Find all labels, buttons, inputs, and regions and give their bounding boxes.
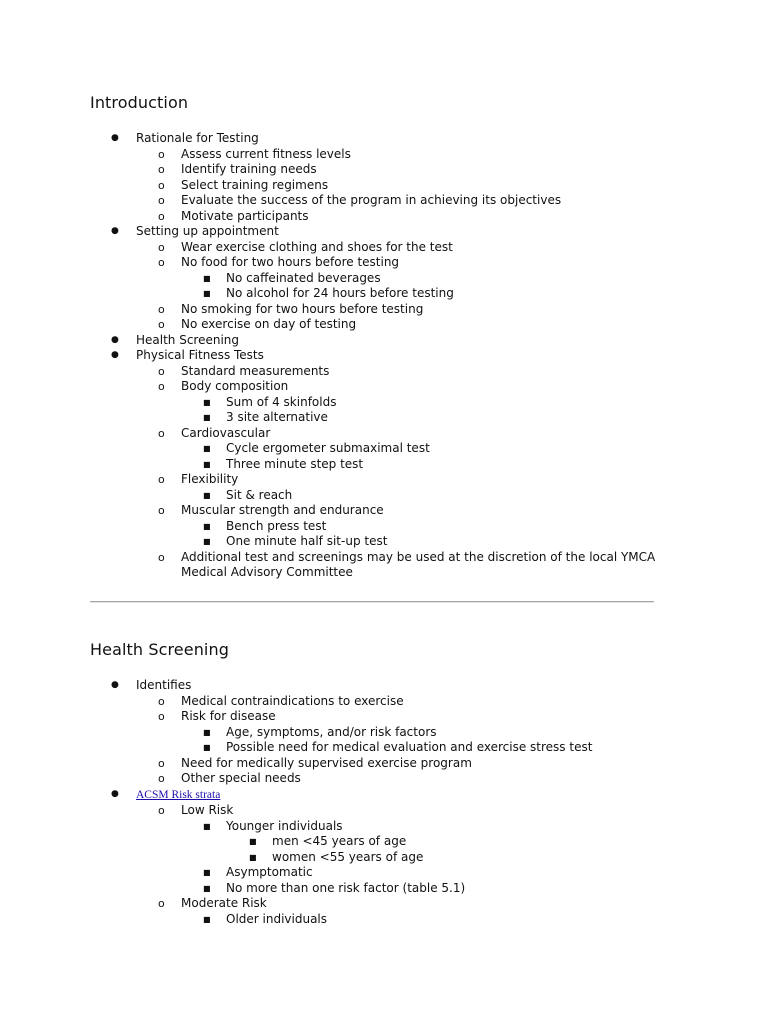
bullet-icon: o (158, 194, 165, 207)
introduction-outline (0, 131, 768, 581)
list-item (0, 472, 768, 488)
bullet-icon: o (158, 473, 165, 486)
list-item-text: Rationale for Testing (136, 131, 259, 145)
bullet-icon: ● (111, 788, 119, 799)
list-item (0, 286, 768, 302)
bullet-icon: o (158, 804, 165, 817)
health-screening-heading: Health Screening (90, 640, 229, 659)
list-item (0, 912, 768, 928)
list-item (0, 317, 768, 333)
list-item-text: Older individuals (226, 911, 328, 926)
list-item (0, 441, 768, 457)
list-item (0, 896, 768, 912)
list-item (0, 271, 768, 287)
bullet-icon: ■ (203, 914, 211, 924)
introduction-heading: Introduction (90, 93, 189, 112)
list-item (0, 819, 768, 835)
list-item-text: Moderate Risk (181, 896, 267, 910)
bullet-icon: ■ (203, 743, 211, 752)
list-item (0, 193, 768, 209)
list-item (0, 302, 768, 318)
list-item-text: Need for medically supervised exercise program (181, 755, 472, 770)
bullet-icon: ■ (203, 883, 211, 893)
bullet-icon: o (158, 380, 165, 393)
list-item (0, 709, 768, 725)
bullet-icon: o (158, 178, 165, 192)
list-item (0, 550, 671, 581)
bullet-icon: ■ (203, 413, 211, 422)
list-item (0, 756, 768, 772)
bullet-icon: ■ (203, 868, 211, 877)
acsm-risk-strata-link[interactable]: ACSM Risk strata (136, 788, 221, 801)
list-item (0, 178, 768, 194)
list-item (0, 803, 768, 819)
bullet-icon: o (158, 772, 165, 785)
bullet-icon: ■ (203, 537, 211, 546)
list-item-text: Identify training needs (181, 162, 317, 176)
list-item-text: men <45 years of age (272, 834, 407, 848)
list-item (0, 834, 768, 850)
list-item (0, 147, 768, 163)
list-item-text: No alcohol for 24 hours before testing (226, 286, 454, 300)
list-item-text: Bench press test (226, 518, 327, 533)
list-item (0, 162, 768, 178)
bullet-icon: ● (111, 350, 119, 360)
list-item (0, 694, 768, 710)
list-item-text: Body composition (181, 379, 289, 393)
bullet-icon: o (158, 710, 165, 723)
bullet-icon: ■ (203, 459, 211, 469)
list-item-text: No exercise on day of testing (181, 317, 357, 331)
list-item-text: 3 site alternative (226, 410, 328, 424)
list-item (0, 725, 768, 741)
list-item-text: Identifies (136, 678, 192, 692)
list-item-text: No smoking for two hours before testing (181, 301, 424, 316)
list-item-text: Low Risk (181, 803, 234, 817)
list-item-text: Sit & reach (226, 487, 293, 502)
list-item (0, 740, 768, 756)
list-item (0, 379, 768, 395)
bullet-icon: ■ (249, 837, 257, 846)
bullet-icon: o (158, 147, 165, 161)
list-item-text: Cardiovascular (181, 425, 271, 440)
list-item (0, 881, 768, 897)
list-item-text: Sum of 4 skinfolds (226, 394, 337, 409)
list-item (0, 364, 768, 380)
bullet-icon: ■ (203, 490, 211, 500)
list-item (0, 395, 768, 411)
health-screening-outline (0, 678, 768, 927)
bullet-icon: o (158, 364, 165, 378)
list-item (0, 488, 768, 504)
list-item-text: Health Screening (136, 332, 240, 347)
bullet-icon: ● (111, 334, 119, 345)
list-item-text: Evaluate the success of the program in achieving its objectives (181, 193, 562, 207)
list-item-text: Flexibility (181, 472, 239, 486)
list-item-text: Medical contraindications to exercise (181, 693, 404, 708)
bullet-icon: ■ (203, 289, 211, 298)
list-item (0, 209, 768, 225)
list-item (0, 534, 768, 550)
bullet-icon: o (158, 550, 165, 564)
list-item (0, 865, 768, 881)
bullet-icon: ■ (203, 727, 211, 737)
list-item-text: Risk for disease (181, 709, 276, 723)
list-item (0, 240, 768, 256)
bullet-icon: o (158, 426, 165, 440)
list-item-text: Possible need for medical evaluation and exercise stress test (226, 740, 593, 754)
list-item-text: Setting up appointment (136, 224, 279, 238)
list-item-text: Younger individuals (226, 818, 343, 833)
list-item-text: Asymptomatic (226, 865, 313, 879)
list-item-text: women <55 years of age (272, 849, 424, 864)
list-item-text: One minute half sit-up test (226, 534, 388, 548)
list-item-text: No food for two hours before testing (181, 255, 400, 269)
list-item-text: No more than one risk factor (table 5.1) (226, 880, 466, 895)
bullet-icon: ● (111, 680, 119, 690)
list-item (0, 333, 768, 349)
list-item-text: Wear exercise clothing and shoes for the test (181, 239, 453, 254)
bullet-icon: o (158, 694, 165, 708)
bullet-icon: ■ (203, 444, 211, 453)
bullet-icon: o (158, 240, 165, 254)
list-item (0, 131, 768, 147)
bullet-icon: ● (111, 226, 119, 236)
list-item-text: Age, symptoms, and/or risk factors (226, 724, 437, 739)
list-item (0, 678, 768, 694)
list-item-text: Three minute step test (226, 456, 364, 471)
bullet-icon: o (158, 897, 165, 910)
bullet-icon: ■ (203, 821, 211, 831)
list-item-text: No caffeinated beverages (226, 270, 381, 285)
list-item (0, 255, 768, 271)
bullet-icon: ■ (203, 397, 211, 407)
list-item (0, 348, 768, 364)
horizontal-divider (90, 601, 654, 603)
list-item-text: Other special needs (181, 771, 301, 785)
bullet-icon: ■ (203, 273, 211, 283)
list-item (0, 410, 768, 426)
list-item-text: Select training regimens (181, 177, 329, 192)
bullet-icon: o (158, 302, 165, 316)
bullet-icon: ● (111, 133, 119, 143)
bullet-icon: o (158, 256, 165, 269)
bullet-icon: ■ (249, 852, 257, 862)
list-item[interactable] (0, 787, 768, 804)
bullet-icon: o (158, 504, 165, 517)
list-item (0, 519, 768, 535)
list-item-text: Assess current fitness levels (181, 146, 351, 161)
list-item (0, 771, 768, 787)
bullet-icon: o (158, 756, 165, 770)
list-item-text: Cycle ergometer submaximal test (226, 441, 430, 455)
list-item-text: Standard measurements (181, 363, 330, 378)
list-item-text: Motivate participants (181, 208, 309, 223)
list-item (0, 850, 768, 866)
bullet-icon: o (158, 163, 165, 176)
list-item (0, 457, 768, 473)
list-item (0, 224, 768, 240)
list-item-text: Additional test and screenings may be used at the discretion of the local YMCA Medical Advisory Committee (181, 549, 656, 579)
bullet-icon: o (158, 318, 165, 331)
bullet-icon: ■ (203, 521, 211, 531)
list-item (0, 503, 768, 519)
list-item-text: Muscular strength and endurance (181, 503, 384, 517)
bullet-icon: o (158, 209, 165, 223)
list-item-text: Physical Fitness Tests (136, 348, 264, 362)
list-item (0, 426, 768, 442)
